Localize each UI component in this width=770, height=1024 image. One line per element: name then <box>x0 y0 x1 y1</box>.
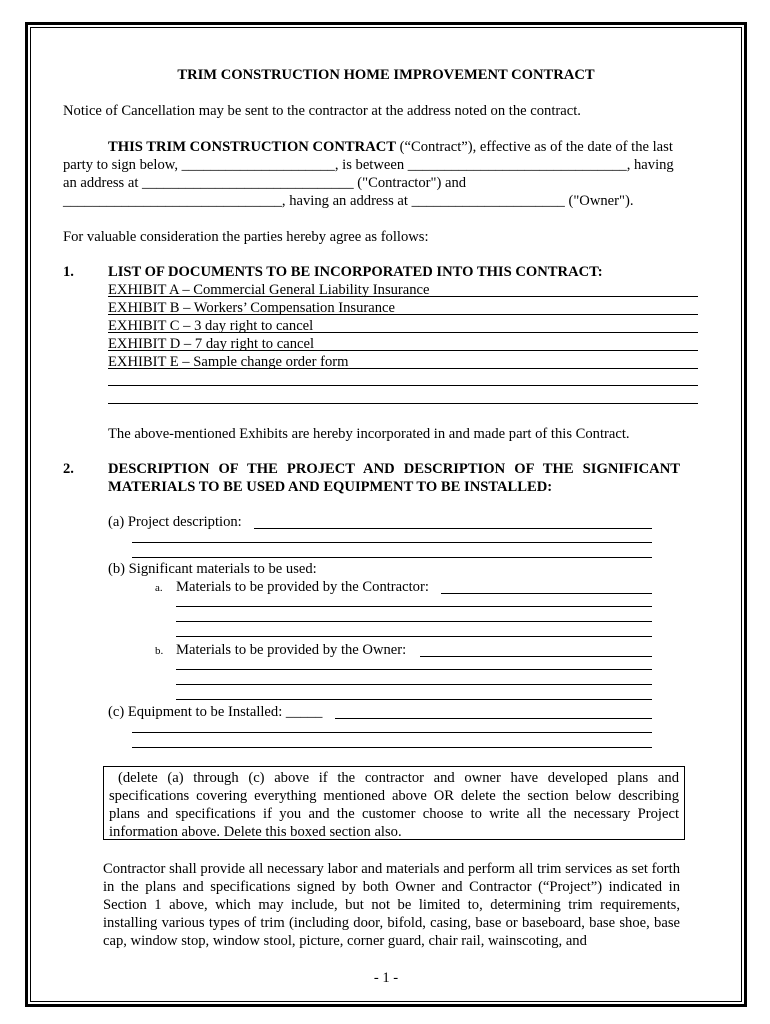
equipment-line-2[interactable] <box>132 732 652 733</box>
exhibit-a-rule <box>108 296 698 297</box>
equipment-label: (c) Equipment to be Installed: _____ <box>108 704 323 720</box>
boxed-instruction-text: (delete (a) through (c) above if the contractor and owner have developed plans and specifications covering everything mentioned above OR delete the section below describing plans and specifications if you and the customer choose to write all the necessary Project information above. Delete this boxed section also. <box>109 770 679 840</box>
contractor-materials-label: Materials to be provided by the Contractor: <box>176 579 429 595</box>
exhibit-e-rule <box>108 368 698 369</box>
significant-materials-label: (b) Significant materials to be used: <box>108 561 317 577</box>
page-number: - 1 - <box>373 970 399 986</box>
project-description-line-2[interactable] <box>132 542 652 543</box>
contractor-materials-line[interactable] <box>441 593 652 594</box>
exhibit-blank-rule-1 <box>108 385 698 386</box>
owner-materials-line-2[interactable] <box>176 669 652 670</box>
boxed-instruction <box>103 766 685 840</box>
section-2-number: 2. <box>63 461 74 477</box>
section-1-number: 1. <box>63 264 74 280</box>
exhibit-e: EXHIBIT E – Sample change order form <box>108 354 349 370</box>
exhibit-d: EXHIBIT D – 7 day right to cancel <box>108 336 315 352</box>
owner-materials-line-4[interactable] <box>176 699 652 700</box>
document-title: TRIM CONSTRUCTION HOME IMPROVEMENT CONTRACT <box>177 67 595 83</box>
section-2-heading-line-2: MATERIALS TO BE USED AND EQUIPMENT TO BE INSTALLED: <box>108 479 553 495</box>
consideration-text: For valuable consideration the parties hereby agree as follows: <box>63 229 429 245</box>
exhibit-a: EXHIBIT A – Commercial General Liability Insurance <box>108 282 430 298</box>
intro-line-2: party to sign below, _____________________, is between ______________________________, having <box>63 157 674 173</box>
equipment-line[interactable] <box>335 718 652 719</box>
exhibit-b-rule <box>108 314 698 315</box>
project-description-line-3[interactable] <box>132 557 652 558</box>
contractor-paragraph: Contractor shall provide all necessary labor and materials and perform all trim services as set forth in the plans and specifications signed by both Owner and Contractor (“Project”) indicated in Section 1 above, which may include, but not be limited to, determining trim requirements, installing various types of trim (including door, bifold, casing, base or baseboard, base shoe, base cap, window stop, window stool, picture, corner guard, chair rail, wainscoting, and <box>103 861 680 949</box>
contractor-materials-line-2[interactable] <box>176 606 652 607</box>
section-1-heading: LIST OF DOCUMENTS TO BE INCORPORATED INTO THIS CONTRACT: <box>108 264 603 280</box>
contractor-materials-marker: a. <box>155 582 163 594</box>
owner-materials-label: Materials to be provided by the Owner: <box>176 642 407 658</box>
project-description-line[interactable] <box>254 528 652 529</box>
equipment-line-3[interactable] <box>132 747 652 748</box>
intro-line-3: an address at _____________________________ ("Contractor") and <box>63 175 467 191</box>
exhibit-c-rule <box>108 332 698 333</box>
intro-line-4: ______________________________, having an address at _____________________ ("Owner"). <box>63 193 634 209</box>
section-2-heading-line-1: DESCRIPTION OF THE PROJECT AND DESCRIPTION OF THE SIGNIFICANT <box>108 461 680 477</box>
exhibit-b: EXHIBIT B – Workers’ Compensation Insurance <box>108 300 395 316</box>
owner-materials-line-3[interactable] <box>176 684 652 685</box>
intro-lead: THIS TRIM CONSTRUCTION CONTRACT <box>108 139 397 155</box>
exhibits-incorporated-text: The above-mentioned Exhibits are hereby incorporated in and made part of this Contract. <box>108 426 630 442</box>
intro-line-1 <box>108 138 673 156</box>
contractor-materials-line-4[interactable] <box>176 636 652 637</box>
exhibit-c: EXHIBIT C – 3 day right to cancel <box>108 318 314 334</box>
cancellation-notice: Notice of Cancellation may be sent to the contractor at the address noted on the contract. <box>63 103 581 119</box>
exhibit-d-rule <box>108 350 698 351</box>
exhibit-blank-rule-2 <box>108 403 698 404</box>
intro-line-1-rest: (“Contract”), effective as of the date of the last <box>396 139 673 155</box>
owner-materials-line[interactable] <box>420 656 652 657</box>
project-description-label: (a) Project description: <box>108 514 242 530</box>
owner-materials-marker: b. <box>155 645 164 657</box>
contractor-materials-line-3[interactable] <box>176 621 652 622</box>
